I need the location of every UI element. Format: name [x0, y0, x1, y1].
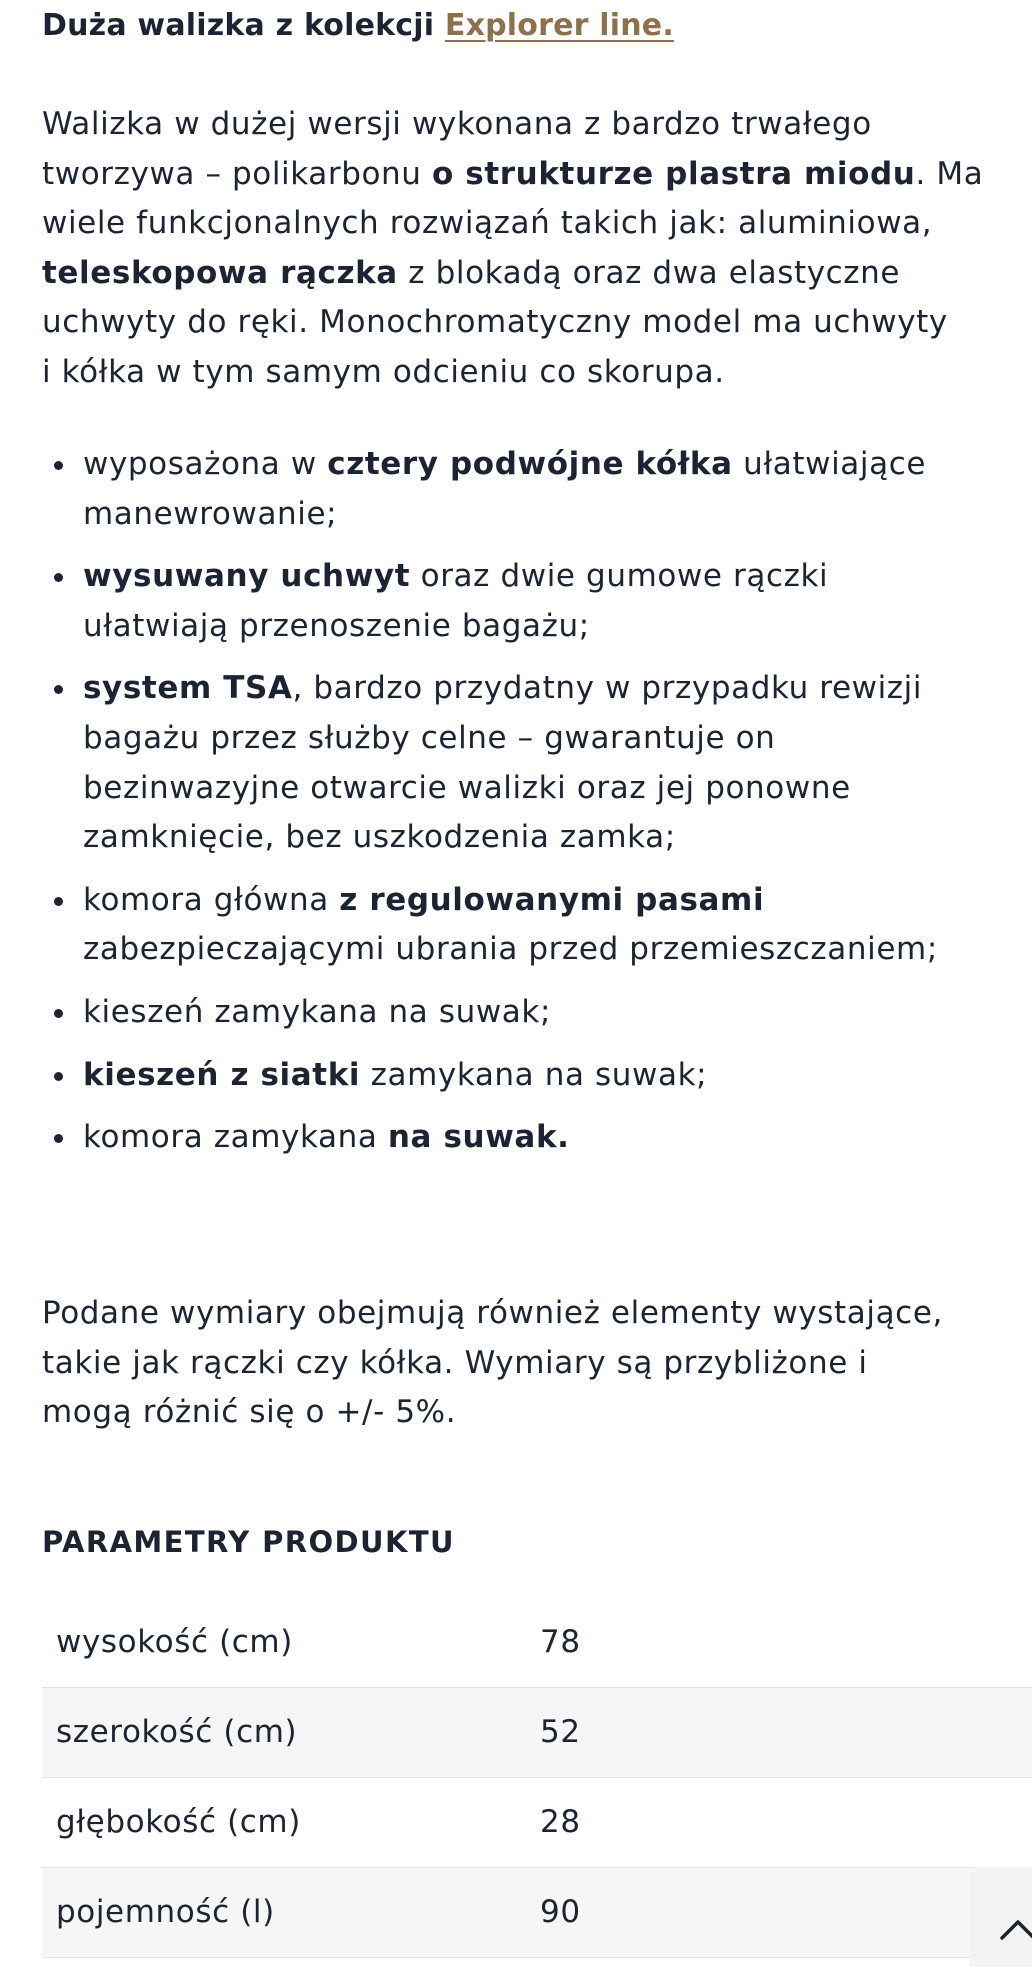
bullet-dot-icon: [54, 1072, 63, 1081]
bullet-dot-icon: [54, 1009, 63, 1018]
param-value: 78: [540, 1623, 581, 1660]
list-item: system TSA, bardzo przydatny w przypadku rewizji bagażu przez służby celne – gwarantuje on bezinwazyjne otwarcie walizki oraz jej ponowne zamknięcie, bez uszkodzenia zamka;: [42, 664, 1032, 862]
list-item: komora zamykana na suwak.: [42, 1113, 1032, 1163]
list-item: kieszeń zamykana na suwak;: [42, 988, 1032, 1038]
scroll-to-top-button[interactable]: [970, 1867, 1032, 1967]
heading-text: Duża walizka z kolekcji: [42, 8, 445, 43]
table-row: [42, 1867, 1032, 1957]
param-value: 28: [540, 1804, 581, 1840]
description-heading: [42, 4, 674, 48]
bullet-dot-icon: [54, 1134, 63, 1143]
dimensions-note: Podane wymiary obejmują również elementy wystające, takie jak rączki czy kółka. Wymiary są przybliżone i mogą różnić się o +/- 5%.: [42, 1295, 943, 1431]
table-row: [42, 1597, 1032, 1687]
param-label: głębokość (cm): [56, 1804, 301, 1840]
param-value: 52: [540, 1714, 581, 1750]
intro-line: tworzywa – polikarbonu o strukturze plastra miodu. Ma: [42, 155, 984, 192]
param-label: pojemność (l): [56, 1894, 275, 1930]
param-label: szerokość (cm): [56, 1714, 298, 1750]
bullet-dot-icon: [54, 685, 63, 694]
param-value: 90: [540, 1894, 581, 1930]
list-item: komora główna z regulowanymi pasami zabezpieczającymi ubrania przed przemieszczaniem;: [42, 876, 1032, 975]
params-table: [42, 1597, 1032, 1958]
list-item: wysuwany uchwyt oraz dwie gumowe rączki ułatwiają przenoszenie bagażu;: [42, 552, 1032, 651]
param-label: wysokość (cm): [56, 1623, 293, 1660]
table-row: [42, 1777, 1032, 1867]
intro-line: wiele funkcjonalnych rozwiązań takich jak: aluminiowa,: [42, 205, 933, 242]
bullet-dot-icon: [54, 897, 63, 906]
params-title: PARAMETRY PRODUKTU: [42, 1525, 455, 1559]
intro-paragraph: [42, 100, 1032, 398]
intro-line: teleskopowa rączka z blokadą oraz dwa elastyczne: [42, 254, 901, 291]
feature-list: [42, 440, 1032, 1176]
intro-line: uchwyty do ręki. Monochromatyczny model ma uchwyty: [42, 304, 948, 341]
collection-link[interactable]: Explorer line.: [444, 8, 674, 43]
chevron-up-icon: [1000, 1918, 1032, 1940]
list-item: wyposażona w cztery podwójne kółka ułatwiające manewrowanie;: [42, 440, 1032, 539]
intro-line: i kółka w tym samym odcieniu co skorupa.: [42, 353, 725, 390]
list-item: kieszeń z siatki zamykana na suwak;: [42, 1051, 1032, 1101]
bullet-dot-icon: [54, 461, 63, 470]
table-row: [42, 1687, 1032, 1777]
bullet-dot-icon: [54, 573, 63, 582]
intro-line: Walizka w dużej wersji wykonana z bardzo trwałego: [42, 106, 872, 142]
